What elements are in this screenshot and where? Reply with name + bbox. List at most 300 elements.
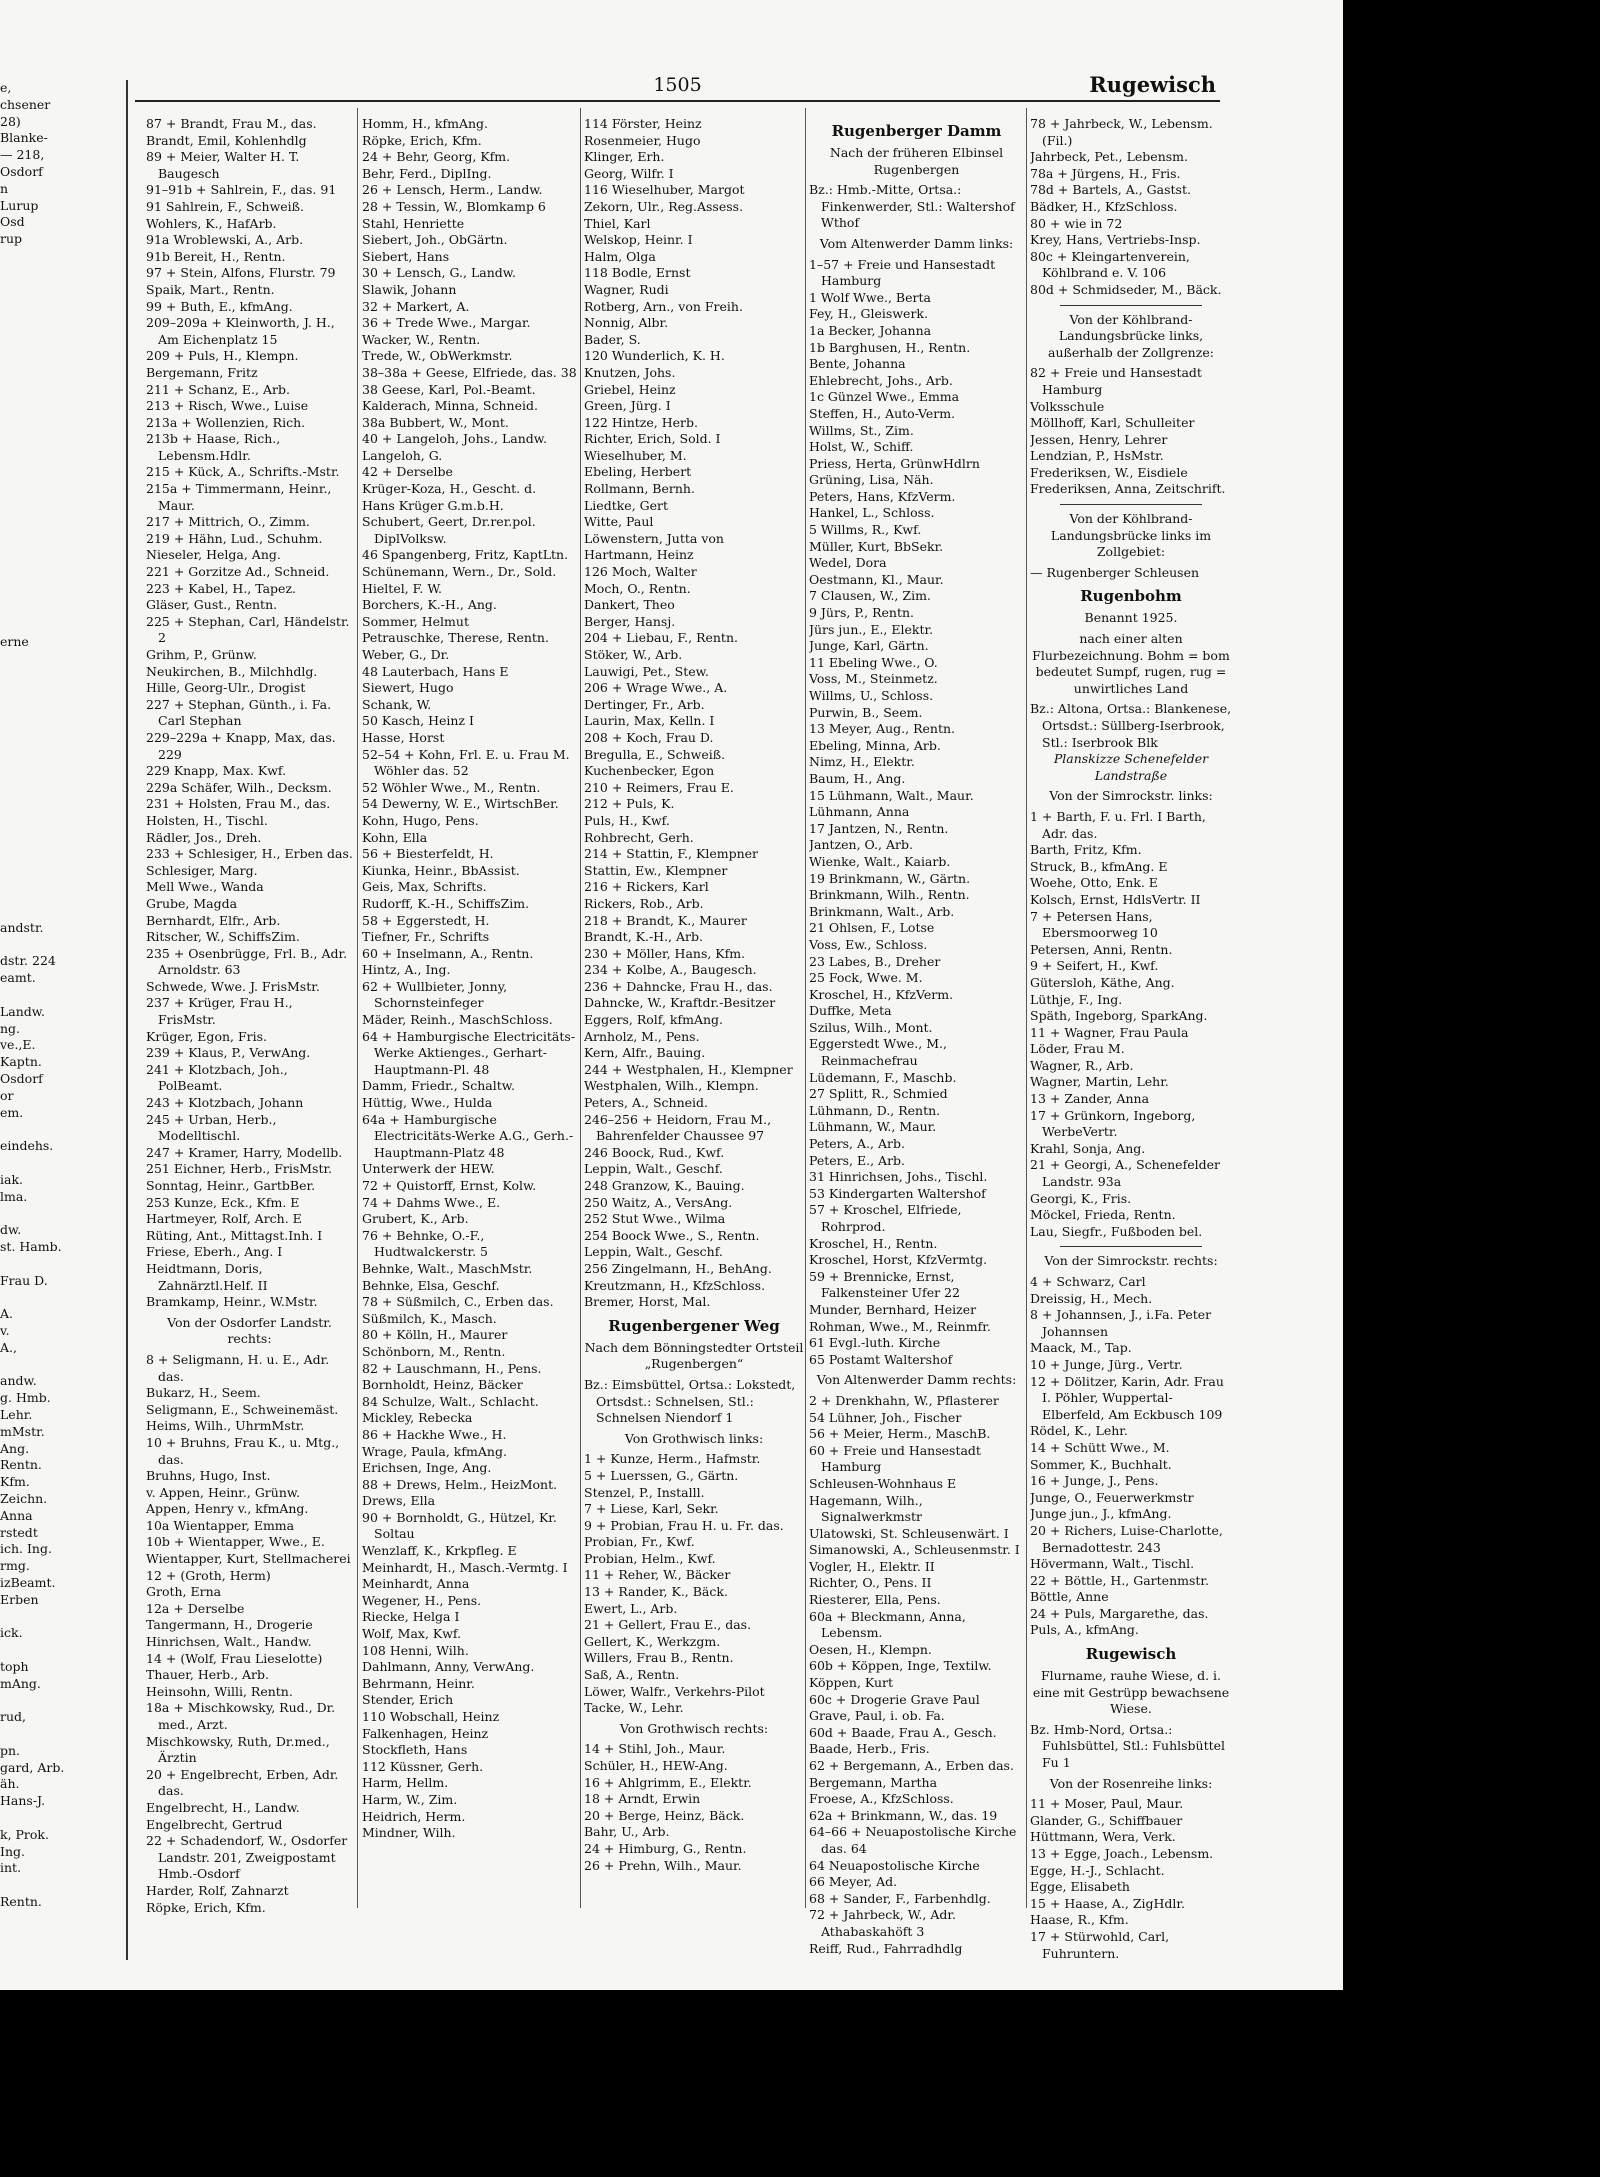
prev-page-fragment: Lehr. — [0, 1406, 33, 1422]
directory-entry: Oesen, H., Klempn. — [809, 1641, 932, 1657]
directory-entry: Appen, Henry v., kfmAng. — [146, 1501, 309, 1517]
section-note: Von der Rosenreihe links: — [1049, 1775, 1213, 1791]
directory-entry: Mäder, Reinh., MaschSchloss. — [362, 1012, 553, 1028]
directory-entry: Schwede, Wwe. J. FrisMstr. — [146, 978, 320, 994]
directory-entry: Mickley, Rebecka — [362, 1410, 473, 1426]
directory-entry: Struck, B., kfmAng. E — [1030, 858, 1168, 874]
directory-entry: Behnke, Walt., MaschMstr. — [362, 1260, 533, 1276]
prev-page-fragment — [0, 785, 126, 802]
section-note: Von der Köhlbrand-Landungsbrücke links im Zollgebiet: — [1050, 511, 1212, 560]
directory-entry: 26 + Prehn, Wilh., Maur. — [584, 1857, 742, 1873]
directory-entry: Kreutzmann, H., KfzSchloss. — [584, 1277, 766, 1293]
directory-entry: 24 + Puls, Margarethe, das. — [1030, 1605, 1209, 1621]
directory-entry: Grubert, K., Arb. — [362, 1211, 469, 1227]
directory-entry: Nieseler, Helga, Ang. — [146, 547, 281, 563]
directory-entry: Dertinger, Fr., Arb. — [584, 696, 705, 712]
directory-entry: Gellert, K., Werkzgm. — [584, 1633, 721, 1649]
directory-entry: Egge, H.-J., Schlacht. — [1030, 1862, 1165, 1878]
directory-entry: Röpke, Erich, Kfm. — [146, 1899, 266, 1915]
directory-entry: Probian, Helm., Kwf. — [584, 1550, 716, 1566]
directory-entry: Dreissig, H., Mech. — [1030, 1290, 1153, 1306]
directory-entry: 27 Splitt, R., Schmied — [809, 1086, 948, 1102]
directory-entry: 208 + Koch, Frau D. — [584, 729, 714, 745]
directory-entry: Eggers, Rolf, kfmAng. — [584, 1012, 724, 1028]
directory-entry: Puls, A., kfmAng. — [1030, 1622, 1139, 1638]
directory-entry: Woehe, Otto, Enk. E — [1030, 875, 1158, 891]
directory-entry: Kohn, Hugo, Pens. — [362, 812, 479, 828]
directory-entry: 28 + Tessin, W., Blomkamp 6 — [362, 198, 546, 214]
page-header — [135, 70, 1220, 102]
directory-entry: 24 + Himburg, G., Rentn. — [584, 1840, 747, 1856]
section-note: Von Grothwisch rechts: — [619, 1720, 769, 1736]
directory-entry: — Rugenberger Schleusen — [1030, 564, 1200, 580]
directory-entry: 246–256 + Heidorn, Frau M., Bahrenfelder Chaussee 97 — [584, 1111, 772, 1144]
directory-entry: 114 Förster, Heinz — [584, 116, 702, 131]
directory-entry: Ritscher, W., SchiffsZim. — [146, 929, 300, 945]
prev-page-fragment — [0, 987, 126, 1004]
directory-entry: 90 + Bornholdt, G., Hützel, Kr. Soltau — [362, 1509, 557, 1542]
directory-entry: Späth, Ingeborg, SparkAng. — [1030, 1008, 1208, 1024]
directory-entry: Kern, Alfr., Bauing. — [584, 1045, 706, 1061]
directory-entry: Zekorn, Ulr., Reg.Assess. — [584, 198, 744, 214]
directory-entry: 52–54 + Kohn, Frl. E. u. Frau M. Wöhler das. 52 — [362, 746, 570, 779]
directory-entry: 236 + Dahncke, Frau H., das. — [584, 978, 773, 994]
directory-entry: 16 + Ahlgrimm, E., Elektr. — [584, 1774, 752, 1790]
prev-page-fragment — [0, 1810, 126, 1827]
directory-entry: Kalderach, Minna, Schneid. — [362, 398, 538, 414]
prev-page-fragment: toph — [0, 1658, 29, 1674]
directory-entry: Rollmann, Bernh. — [584, 481, 695, 497]
column-1 — [146, 116, 353, 1986]
directory-entry: 13 Meyer, Aug., Rentn. — [809, 721, 955, 737]
prev-page-fragment: gard, Arb. — [0, 1759, 65, 1775]
directory-entry: Lühmann, D., Rentn. — [809, 1102, 941, 1118]
prev-page-fragment — [0, 567, 126, 584]
directory-entry: Green, Jürg. I — [584, 398, 671, 414]
prev-page-fragment — [0, 1726, 126, 1743]
prev-page-fragment: lma. — [0, 1188, 28, 1204]
directory-entry: Lühmann, W., Maur. — [809, 1119, 937, 1135]
directory-entry: 62 + Wullbieter, Jonny, Schornsteinfeger — [362, 978, 508, 1011]
directory-entry: Grave, Paul, i. ob. Fa. — [809, 1708, 945, 1724]
section-note: Von der Osdorfer Landstr. rechts: — [167, 1314, 332, 1347]
prev-page-fragment — [0, 366, 126, 383]
directory-entry: Westphalen, Wilh., Klempn. — [584, 1078, 759, 1094]
prev-page-fragment — [0, 450, 126, 467]
directory-entry: Heims, Wilh., UhrmMstr. — [146, 1418, 305, 1434]
directory-entry: 80d + Schmidseder, M., Bäck. — [1030, 281, 1222, 297]
prev-page-fragment: rup — [0, 231, 23, 247]
prev-page-fragment: Ang. — [0, 1440, 30, 1456]
directory-entry: 26 + Lensch, Herm., Landw. — [362, 182, 543, 198]
directory-entry: Bader, S. — [584, 331, 641, 347]
directory-entry: Siebert, Hans — [362, 248, 450, 264]
directory-entry: Bz.: Eimsbüttel, Ortsa.: Lokstedt, Ortsdst.: Schnelsen, Stl.: Schnelsen Niendorf 1 — [584, 1376, 796, 1426]
directory-entry: v. Appen, Heinr., Grünw. — [146, 1484, 301, 1500]
directory-entry: 53 Kindergarten Waltershof — [809, 1185, 986, 1201]
directory-entry: Halm, Olga — [584, 248, 656, 264]
directory-entry: 32 + Markert, A. — [362, 298, 470, 314]
directory-entry: Ehlebrecht, Johs., Arb. — [809, 372, 953, 388]
directory-entry: 251 Eichner, Herb., FrisMstr. — [146, 1161, 333, 1177]
directory-entry: 223 + Kabel, H., Tapez. — [146, 580, 297, 596]
directory-entry: Wagner, R., Arb. — [1030, 1057, 1134, 1073]
directory-entry: Hüttig, Wwe., Hulda — [362, 1095, 493, 1111]
directory-entry: Schönborn, M., Rentn. — [362, 1343, 506, 1359]
directory-entry: 66 Meyer, Ad. — [809, 1874, 898, 1890]
directory-entry: Wagner, Rudi — [584, 281, 669, 297]
directory-entry: Ulatowski, St. Schleusenwärt. I — [809, 1525, 1009, 1541]
directory-entry: Jessen, Henry, Lehrer — [1030, 431, 1168, 447]
directory-entry: Wenzlaff, K., Krkpfleg. E — [362, 1543, 517, 1559]
directory-entry: 11 + Moser, Paul, Maur. — [1030, 1796, 1184, 1812]
directory-entry: Tangermann, H., Drogerie — [146, 1617, 313, 1633]
directory-entry: Grüning, Lisa, Näh. — [809, 472, 934, 488]
prev-page-fragment: iak. — [0, 1171, 23, 1187]
directory-entry: 13 + Zander, Anna — [1030, 1091, 1150, 1107]
directory-entry: Brandt, Emil, Kohlenhdlg — [146, 132, 307, 148]
directory-entry: Brinkmann, Wilh., Rentn. — [809, 887, 970, 903]
directory-entry: Fey, H., Gleiswerk. — [809, 306, 928, 322]
prev-page-fragment: Kaptn. — [0, 1054, 42, 1070]
prev-page-fragment: v. — [0, 1322, 10, 1338]
directory-entry: Langeloh, G. — [362, 447, 443, 463]
directory-entry: 64 Neuapostolische Kirche — [809, 1857, 980, 1873]
directory-entry: 14 + (Wolf, Frau Lieselotte) — [146, 1650, 323, 1666]
directory-entry: 56 + Meier, Herm., MaschB. — [809, 1426, 991, 1442]
directory-entry: Engelbrecht, H., Landw. — [146, 1799, 300, 1815]
prev-page-fragment — [0, 433, 126, 450]
directory-entry: 60d + Baade, Frau A., Gesch. — [809, 1724, 997, 1740]
directory-entry: 64 + Hamburgische Electricitäts-Werke Aktienges., Gerhart-Hauptmann-Pl. 48 — [362, 1028, 576, 1077]
directory-entry: Köppen, Kurt — [809, 1675, 894, 1691]
directory-entry: 229–229a + Knapp, Max, das. 229 — [146, 729, 336, 762]
directory-entry: Duffke, Meta — [809, 1003, 892, 1019]
directory-entry: Griebel, Heinz — [584, 381, 676, 397]
directory-entry: 7 + Liese, Karl, Sekr. — [584, 1501, 719, 1517]
directory-entry: Friese, Eberh., Ang. I — [146, 1244, 283, 1260]
directory-entry: Bz. Hmb-Nord, Ortsa.: Fuhlsbüttel, Stl.: Fuhlsbüttel Fu 1 — [1030, 1721, 1226, 1771]
directory-entry: Lüdemann, F., Maschb. — [809, 1069, 957, 1085]
directory-entry: Stahl, Henriette — [362, 215, 465, 231]
prev-page-fragment: st. Hamb. — [0, 1238, 62, 1254]
prev-page-fragment: mAng. — [0, 1675, 41, 1691]
prev-page-fragment — [0, 819, 126, 836]
directory-entry: Frederiksen, Anna, Zeitschrift. — [1030, 481, 1226, 497]
directory-entry: Stenzel, P., Installl. — [584, 1484, 705, 1500]
directory-entry: 213 + Risch, Wwe., Luise — [146, 398, 309, 414]
prev-page-fragment: Lurup — [0, 197, 39, 213]
section-note: Von der Simrockstr. rechts: — [1044, 1253, 1218, 1269]
directory-entry: Rudorff, K.-H., SchiffsZim. — [362, 895, 530, 911]
directory-entry: Kiunka, Heinr., BbAssist. — [362, 862, 520, 878]
prev-page-fragment: ve.,E. — [0, 1037, 36, 1053]
directory-entry: Peters, A., Schneid. — [584, 1095, 708, 1111]
prev-page-fragment — [0, 802, 126, 819]
directory-entry: Simanowski, A., Schleusenmstr. I — [809, 1542, 1020, 1558]
directory-entry: Hintz, A., Ing. — [362, 962, 451, 978]
directory-entry: Gläser, Gust., Rentn. — [146, 597, 278, 613]
directory-entry: 76 + Behnke, O.-F., Hudtwalckerstr. 5 — [362, 1227, 489, 1260]
directory-entry: Wedel, Dora — [809, 555, 887, 571]
prev-page-fragment: A. — [0, 1306, 14, 1322]
directory-entry: Neukirchen, B., Milchhdlg. — [146, 663, 318, 679]
directory-entry: Witte, Paul — [584, 514, 654, 530]
directory-entry: Bente, Johanna — [809, 356, 906, 372]
column-rule — [580, 108, 581, 1908]
directory-entry: Junge, Karl, Gärtn. — [809, 638, 929, 654]
directory-entry: Peters, Hans, KfzVerm. — [809, 488, 956, 504]
prev-page-fragment — [0, 349, 126, 366]
directory-entry: 78 + Süßmilch, C., Erben das. — [362, 1294, 554, 1310]
directory-entry: Möckel, Frieda, Rentn. — [1030, 1207, 1176, 1223]
directory-entry: 91a Wroblewski, A., Arb. — [146, 232, 304, 248]
directory-entry: Geis, Max, Schrifts. — [362, 879, 487, 895]
prev-page-fragment — [0, 282, 126, 299]
directory-entry: Tiefner, Fr., Schrifts — [362, 929, 490, 945]
prev-page-fragment: e, — [0, 80, 12, 95]
prev-page-fragment: andw. — [0, 1373, 37, 1389]
directory-entry: 82 + Freie und Hansestadt Hamburg — [1030, 365, 1202, 397]
section-divider — [1060, 1246, 1202, 1247]
prev-page-fragment: Rentn. — [0, 1457, 42, 1473]
prev-page-fragment: eindehs. — [0, 1138, 54, 1154]
directory-entry: 239 + Klaus, P., VerwAng. — [146, 1045, 311, 1061]
column-rule — [1026, 108, 1027, 1908]
prev-page-fragment — [0, 483, 126, 500]
directory-entry: 59 + Brennicke, Ernst, Falkensteiner Ufer 22 — [809, 1268, 960, 1301]
prev-page-fragment — [0, 534, 126, 551]
directory-entry: Purwin, B., Seem. — [809, 704, 923, 720]
directory-entry: Maack, M., Tap. — [1030, 1340, 1132, 1356]
prev-page-fragment: em. — [0, 1104, 24, 1120]
directory-entry: 10 + Bruhns, Frau K., u. Mtg., das. — [146, 1434, 340, 1467]
directory-entry: 42 + Derselbe — [362, 464, 453, 480]
directory-entry: 38–38a + Geese, Elfriede, das. 38 — [362, 364, 577, 380]
directory-entry: 213b + Haase, Rich., Lebensm.Hdlr. — [146, 431, 281, 463]
prev-page-fragment: äh. — [0, 1776, 20, 1792]
directory-entry: Möllhoff, Karl, Schulleiter — [1030, 415, 1195, 431]
directory-entry: Schleusen-Wohnhaus E — [809, 1475, 957, 1491]
directory-entry: Vogler, H., Elektr. II — [809, 1558, 935, 1574]
directory-entry: 212 + Puls, K. — [584, 796, 675, 812]
directory-entry: Damm, Friedr., Schaltw. — [362, 1078, 515, 1094]
directory-entry: 72 + Quistorff, Ernst, Kolw. — [362, 1178, 537, 1193]
directory-entry: 213a + Wollenzien, Rich. — [146, 414, 306, 430]
directory-entry: Harder, Rolf, Zahnarzt — [146, 1882, 289, 1898]
prev-page-fragment — [0, 382, 126, 399]
directory-entry: Baade, Herb., Fris. — [809, 1741, 930, 1757]
directory-entry: Schünemann, Wern., Dr., Sold. — [362, 564, 557, 580]
directory-entry: 248 Granzow, K., Bauing. — [584, 1178, 745, 1193]
prev-page-fragment: — 218, — [0, 147, 45, 163]
directory-entry: 54 Dewerny, W. E., WirtschBer. — [362, 796, 559, 812]
directory-entry: 86 + Hackhe Wwe., H. — [362, 1426, 507, 1442]
directory-entry: 9 Jürs, P., Rentn. — [809, 605, 915, 621]
directory-entry: 4 + Schwarz, Carl — [1030, 1274, 1146, 1289]
directory-entry: 62a + Brinkmann, W., das. 19 — [809, 1807, 998, 1823]
directory-entry: 87 + Brandt, Frau M., das. — [146, 116, 317, 131]
directory-entry: 7 + Petersen Hans, Ebersmoorweg 10 — [1030, 908, 1158, 941]
directory-entry: Groth, Erna — [146, 1584, 222, 1600]
directory-entry: Tacke, W., Lehr. — [584, 1700, 684, 1716]
prev-page-fragment — [0, 248, 126, 265]
directory-entry: Wohlers, K., HafArb. — [146, 215, 277, 231]
directory-entry: 72 + Jahrbeck, W., Adr. Athabaskahöft 3 — [809, 1907, 956, 1939]
directory-entry: 58 + Eggerstedt, H. — [362, 912, 490, 928]
directory-entry: Sonntag, Heinr., GartbBer. — [146, 1178, 316, 1193]
prev-page-fragment: g. Hmb. — [0, 1390, 51, 1406]
directory-entry: Klinger, Erh. — [584, 149, 665, 165]
directory-entry: 40 + Langeloh, Johs., Landw. — [362, 431, 547, 447]
prev-page-fragment: erne — [0, 634, 29, 650]
directory-entry: 13 + Egge, Joach., Lebensm. — [1030, 1846, 1214, 1861]
prev-page-fragment: int. — [0, 1860, 22, 1876]
directory-entry: Lühmann, Anna — [809, 804, 910, 820]
directory-entry: 241 + Klotzbach, Joh., PolBeamt. — [146, 1061, 288, 1094]
directory-entry: 17 + Stürwohld, Carl, Fuhruntern. — [1030, 1928, 1170, 1961]
map-note: Planskizze Schenefelder Landstraße — [1053, 751, 1209, 783]
directory-entry: 244 + Westphalen, H., Klempner — [584, 1061, 793, 1077]
directory-entry: 218 + Brandt, K., Maurer — [584, 912, 747, 928]
directory-entry: 91 Sahlrein, F., Schweiß. — [146, 198, 304, 214]
directory-entry: Reiff, Rud., Fahrradhdlg — [809, 1940, 963, 1956]
directory-entry: 10 + Junge, Jürg., Vertr. — [1030, 1356, 1183, 1372]
dark-background-right — [1343, 0, 1600, 2177]
directory-entry: Wieselhuber, M. — [584, 447, 687, 463]
directory-entry: Priess, Herta, GrünwHdlrn — [809, 455, 980, 471]
directory-entry: 227 + Stephan, Günth., i. Fa. Carl Stephan — [146, 696, 332, 729]
directory-entry: 8 + Seligmann, H. u. E., Adr. das. — [146, 1351, 330, 1384]
directory-entry: 230 + Möller, Hans, Kfm. — [584, 945, 746, 961]
directory-entry: Falkenhagen, Heinz — [362, 1725, 489, 1741]
directory-entry: Lüthje, F., Ing. — [1030, 991, 1123, 1007]
section-divider — [1060, 504, 1202, 505]
prev-page-fragment — [0, 298, 126, 315]
directory-entry: 116 Wieselhuber, Margot — [584, 182, 745, 198]
prev-page-fragment: or — [0, 1087, 14, 1103]
directory-entry: Krahl, Sonja, Ang. — [1030, 1140, 1146, 1156]
running-head: Rugewisch — [1089, 72, 1216, 97]
directory-entry: 1a Becker, Johanna — [809, 322, 932, 338]
directory-entry: Behr, Ferd., DiplIng. — [362, 165, 492, 181]
directory-entry: Schüler, H., HEW-Ang. — [584, 1758, 728, 1773]
directory-entry: Baum, H., Ang. — [809, 770, 906, 786]
directory-entry: Drews, Ella — [362, 1493, 436, 1509]
directory-entry: 60 + Inselmann, A., Rentn. — [362, 945, 534, 961]
directory-entry: Frederiksen, W., Eisdiele — [1030, 464, 1188, 480]
directory-entry: Heidrich, Herm. — [362, 1808, 466, 1824]
prev-page-fragment: Osdorf — [0, 163, 43, 179]
prev-page-fragment: Osd — [0, 214, 25, 230]
directory-entry: 15 + Haase, A., ZigHdlr. — [1030, 1895, 1185, 1911]
prev-page-fragment: k, Prok. — [0, 1826, 49, 1842]
directory-entry: Hieltel, F. W. — [362, 580, 442, 596]
prev-page-fragment: Rentn. — [0, 1894, 42, 1910]
directory-entry: 78d + Bartels, A., Gastst. — [1030, 182, 1191, 198]
directory-entry: Dankert, Theo — [584, 597, 675, 613]
directory-entry: Peters, A., Arb. — [809, 1136, 905, 1152]
prev-page-fragment: Osdorf — [0, 1071, 43, 1087]
directory-entry: Wacker, W., Rentn. — [362, 331, 481, 347]
directory-entry: Hövermann, Walt., Tischl. — [1030, 1556, 1195, 1572]
directory-entry: Rädler, Jos., Dreh. — [146, 829, 262, 845]
directory-entry: Mell Wwe., Wanda — [146, 879, 264, 895]
directory-entry: 219 + Hähn, Lud., Schuhm. — [146, 530, 323, 546]
directory-entry: Junge jun., J., kfmAng. — [1030, 1506, 1172, 1522]
directory-entry: Moch, O., Rentn. — [584, 580, 691, 596]
prev-page-fragment — [0, 601, 126, 618]
directory-entry: 31 Hinrichsen, Johs., Tischl. — [809, 1169, 988, 1185]
directory-entry: 89 + Meier, Walter H. T. Baugesch — [146, 149, 300, 181]
prev-page-fragment: Ing. — [0, 1843, 25, 1859]
directory-entry: Bergemann, Martha — [809, 1774, 938, 1790]
prev-page-fragment — [0, 836, 126, 853]
directory-entry: Röpke, Erich, Kfm. — [362, 132, 482, 148]
prev-page-fragment: dstr. 224 — [0, 953, 56, 969]
directory-entry: 118 Bodle, Ernst — [584, 265, 691, 281]
directory-entry: 78 + Jahrbeck, W., Lebensm. (Fil.) — [1030, 116, 1213, 148]
directory-entry: Liedtke, Gert — [584, 497, 669, 513]
directory-entry: 48 Lauterbach, Hans E — [362, 663, 509, 679]
directory-entry: 1 + Kunze, Herm., Hafmstr. — [584, 1451, 761, 1467]
directory-entry: 80c + Kleingartenverein, Köhlbrand e. V. 106 — [1030, 248, 1190, 281]
prev-page-fragment — [0, 651, 126, 668]
directory-entry: Unterwerk der HEW. — [362, 1161, 495, 1177]
prev-page-fragment — [0, 500, 126, 517]
directory-entry: Froese, A., KfzSchloss. — [809, 1791, 954, 1807]
directory-entry: Voss, Ew., Schloss. — [809, 936, 928, 952]
directory-entry: Riecke, Helga I — [362, 1609, 460, 1625]
directory-entry: Steffen, H., Auto-Verm. — [809, 405, 956, 421]
prev-page-fragment — [0, 752, 126, 769]
page-number: 1505 — [653, 74, 702, 96]
prev-page-fragment — [0, 1642, 126, 1659]
directory-entry: Arnholz, M., Pens. — [584, 1028, 700, 1044]
directory-entry: 214 + Stattin, F., Klempner — [584, 846, 759, 862]
directory-entry: 60c + Drogerie Grave Paul — [809, 1691, 980, 1707]
prev-page-fragment: ich. Ing. — [0, 1541, 52, 1557]
section-note: Vom Altenwerder Damm links: — [819, 235, 1014, 251]
directory-entry: 12a + Derselbe — [146, 1600, 245, 1616]
directory-entry: 60 + Freie und Hansestadt Hamburg — [809, 1442, 981, 1475]
directory-entry: Bz.: Altona, Ortsa.: Blankenese, Ortsdst.: Süllberg-Iserbrook, Stl.: Iserbrook Blk — [1030, 701, 1232, 750]
directory-entry: Bädker, H., KfzSchloss. — [1030, 198, 1178, 214]
directory-entry: 217 + Mittrich, O., Zimm. — [146, 514, 310, 530]
directory-entry: Ewert, L., Arb. — [584, 1600, 678, 1616]
directory-entry: Szilus, Wilh., Mont. — [809, 1019, 933, 1035]
directory-entry: Barth, Fritz, Kfm. — [1030, 842, 1142, 858]
directory-entry: 84 Schulze, Walt., Schlacht. — [362, 1393, 539, 1409]
directory-entry: Siebert, Joh., ObGärtn. — [362, 232, 508, 248]
prev-page-fragment — [0, 718, 126, 735]
directory-entry: Wegener, H., Pens. — [362, 1592, 482, 1608]
prev-page-fragment — [0, 769, 126, 786]
directory-entry: 216 + Rickers, Karl — [584, 879, 709, 895]
directory-entry: Hartmann, Heinz — [584, 547, 694, 563]
directory-entry: 11 + Reher, W., Bäcker — [584, 1567, 731, 1583]
directory-entry: Berger, Hansj. — [584, 613, 676, 629]
previous-page-edge — [0, 80, 128, 1960]
directory-entry: Hinrichsen, Walt., Handw. — [146, 1634, 312, 1650]
directory-entry: Leppin, Walt., Geschf. — [584, 1161, 723, 1177]
prev-page-fragment: rstedt — [0, 1524, 38, 1540]
directory-entry: 1c Günzel Wwe., Emma — [809, 389, 960, 405]
directory-entry: 65 Postamt Waltershof — [809, 1351, 953, 1367]
directory-entry: Willers, Frau B., Rentn. — [584, 1650, 734, 1666]
directory-entry: 246 Boock, Rud., Kwf. — [584, 1144, 725, 1160]
prev-page-fragment — [0, 416, 126, 433]
